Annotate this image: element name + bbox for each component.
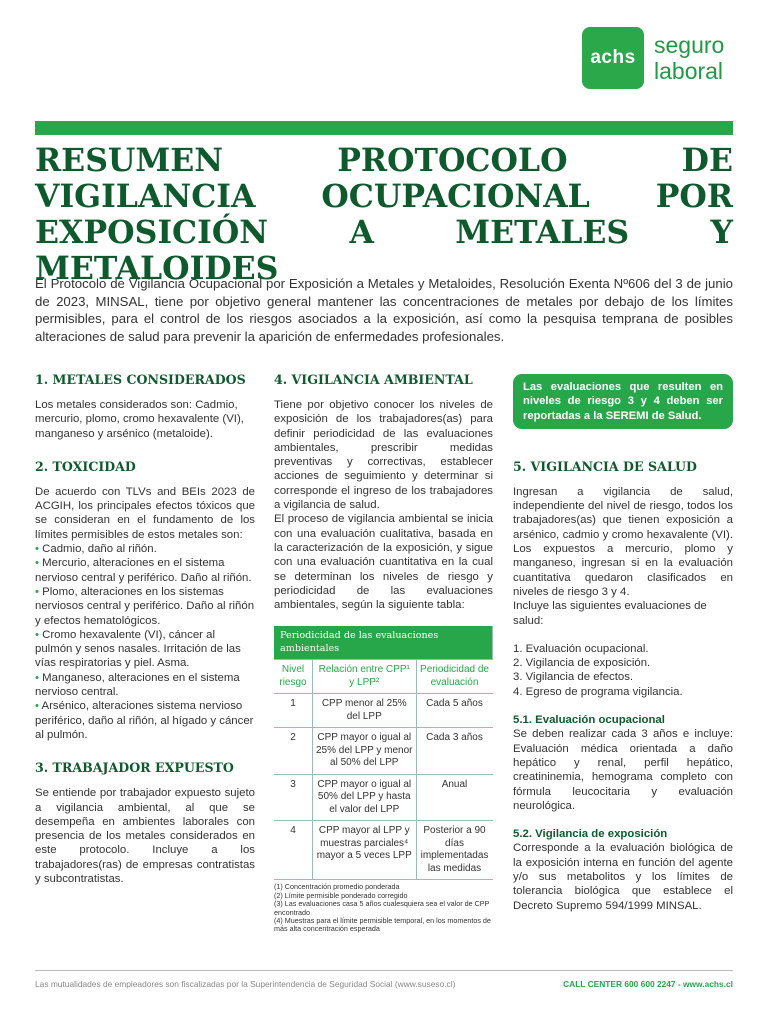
table-cell: CPP mayor o igual al 50% del LPP y hasta el valor del LPP [313,774,417,821]
list-item: 3. Vigilancia de efectos. [513,671,634,684]
seremi-note: Las evaluaciones que resulten en niveles de riesgo 3 y 4 deben ser reportadas a la SEREMI de Salud. [513,374,733,429]
footer-contact: CALL CENTER 600 600 2247 - www.achs.cl [563,979,733,989]
table-cell: 1 [274,694,313,728]
achs-logo [582,27,724,89]
list-item: 2. Vigilancia de exposición. [513,657,651,670]
table-cell: 2 [274,728,313,775]
section-1-text: Los metales considerados son: Cadmio, mercurio, plomo, cromo hexavalente (VI), manganeso y arsénico (metaloide). [35,399,244,440]
list-item: • Cadmio, daño al riñón. [35,543,157,556]
subsection-5-1-text: Se deben realizar cada 3 años e incluye: Evaluación médica orientada a daño hepático y renal, perfil hepático, creatininemia, hemograma completo con fórmula leucocitaria y evaluación neurológica. [513,728,733,812]
list-item: • Arsénico, alteraciones sistema nervioso periférico, daño al riñón, al hígado y cáncer al pulmón. [35,700,254,741]
list-item: • Manganeso, alteraciones en el sistema nervioso central. [35,671,240,699]
top-accent-bar [35,121,733,135]
page-title: RESUMEN PROTOCOLO DE VIGILANCIA OCUPACIONAL POR EXPOSICIÓN A METALES Y METALOIDES [35,142,733,287]
footer-disclaimer: Las mutualidades de empleadores son fiscalizadas por la Superintendencia de Seguridad Social (www.suseso.cl) [35,979,456,989]
column-3 [513,374,733,913]
logo-line-2: laboral [654,58,724,84]
section-2-text: De acuerdo con TLVs and BEIs 2023 de ACGIH, los principales efectos tóxicos que se consideran en el fundamento de los límites permisibles de estos metales son: [35,485,255,541]
logo-text [654,32,724,84]
section-5-heading: 5. VIGILANCIA DE SALUD [513,458,697,474]
section-3-heading: 3. TRABAJADOR EXPUESTO [35,760,234,776]
periodicity-table [274,626,493,880]
table-header: Periodicidad de evaluación [416,660,493,694]
toxicity-list [35,542,255,742]
section-4-text-1: Tiene por objetivo conocer los niveles de exposición de los trabajadores(as) para definir periodicidad de las evaluaciones ambientales, prescribir medidas preventivas y correctivas, establecer acciones de seguimiento y determinar si corresponde el ingreso de los trabajadores a vigilancia de salud. [274,399,493,512]
table-cell: Cada 5 años [416,694,493,728]
table-header: Nivel riesgo [274,660,313,694]
list-item: 4. Egreso de programa vigilancia. [513,685,683,698]
list-item: • Plomo, alteraciones en los sistemas nerviosos central y periférico. Daño al riñón y efectos hematológicos. [35,585,255,627]
logo-line-1: seguro [654,32,725,58]
list-item: • Cromo hexavalente (VI), cáncer al pulmón y senos nasales. Irritación de las vías respiratorias y piel. Asma. [35,628,241,670]
section-4-text-2: El proceso de vigilancia ambiental se inicia con una evaluación cualitativa, basada en la caracterización de la exposición, y sigue con una evaluación cuantitativa en la cual se determinan los niveles de riesgo y periodicidad de las evaluaciones ambientales, según la siguiente tabla: [274,513,493,612]
table-footnotes [274,883,493,933]
table-cell: Cada 3 años [416,728,493,775]
section-2-heading: 2. TOXICIDAD [35,458,136,474]
table-cell: 3 [274,774,313,821]
footnote: (1) Concentración promedio ponderada [274,882,400,892]
table-cell: CPP mayor al LPP y muestras parciales⁴ mayor a 5 veces LPP [313,821,417,880]
evaluations-list [513,642,733,699]
column-1 [35,372,255,886]
subsection-5-2-text: Corresponde a la evaluación biológica de la exposición interna en función del agente y/o sus metabolitos y los límites de tolerancia biológica que establece el Decreto Supremo 594/1999 MINSAL. [513,842,733,912]
section-4-heading: 4. VIGILANCIA AMBIENTAL [274,372,473,387]
footnote: (2) Límite permisible ponderado corregido [274,890,408,900]
section-5-text-1: Ingresan a vigilancia de salud, independiente del nivel de riesgo, todos los trabajadores(as) que tienen exposición a arsénico, cadmio y cromo hexavalente (VI). Los expuestos a mercurio, plomo y manganeso, ingresan si en la evaluación cuantitativa quedaron clasificados en niveles de riesgo 3 y 4. [513,485,733,598]
table-caption: Periodicidad de las evaluaciones ambientales [274,626,493,660]
footnote: (3) Las evaluaciones casa 5 años cualesquiera sea el valor de CPP encontrado [274,899,490,917]
logo-mark: achs [582,27,644,89]
table-row [274,821,493,880]
footer [35,970,733,989]
table-header: Relación entre CPP¹ y LPP² [313,660,417,694]
table-row [274,728,493,775]
list-item: • Mercurio, alteraciones en el sistema nervioso central y periférico. Daño al riñón. [35,557,252,584]
section-5-text-2: Incluye las siguientes evaluaciones de salud: [513,600,707,627]
table-header-row [274,660,493,694]
section-1-heading: 1. METALES CONSIDERADOS [35,372,246,387]
table-cell: 4 [274,821,313,880]
footnote: (4) Muestras para el límite permisible temporal, en los momentos de más alta concentración esperada [274,916,491,934]
list-item: 1. Evaluación ocupacional. [513,642,649,655]
subsection-5-1-heading: 5.1. Evaluación ocupacional [513,714,665,727]
table-cell: CPP mayor o igual al 25% del LPP y menor al 50% del LPP [313,728,417,775]
subsection-5-2-heading: 5.2. Vigilancia de exposición [513,828,668,841]
table-cell: Anual [416,774,493,821]
table-row [274,694,493,728]
table-cell: Posterior a 90 días implementadas las medidas [416,821,493,880]
intro-paragraph: El Protocolo de Vigilancia Ocupacional por Exposición a Metales y Metaloides, Resolución Exenta Nº606 del 3 de junio de 2023, MINSAL, tiene por objetivo general mantener las concentraciones de metales por debajo de los límites permisibles, para el control de los riesgos asociados a la exposición, así como la pesquisa temprana de posibles alteraciones de salud para prevenir la aparición de enfermedades profesionales. [35,276,733,344]
section-3-text: Se entiende por trabajador expuesto sujeto a vigilancia ambiental, al que se desempeña en ambientes laborales con presencia de los metales considerados en este protocolo. Incluye a los trabajadores(ras) de empresas contratistas y subcontratistas. [35,787,255,886]
column-2 [274,372,493,934]
table-row [274,774,493,821]
table-cell: CPP menor al 25% del LPP [313,694,417,728]
